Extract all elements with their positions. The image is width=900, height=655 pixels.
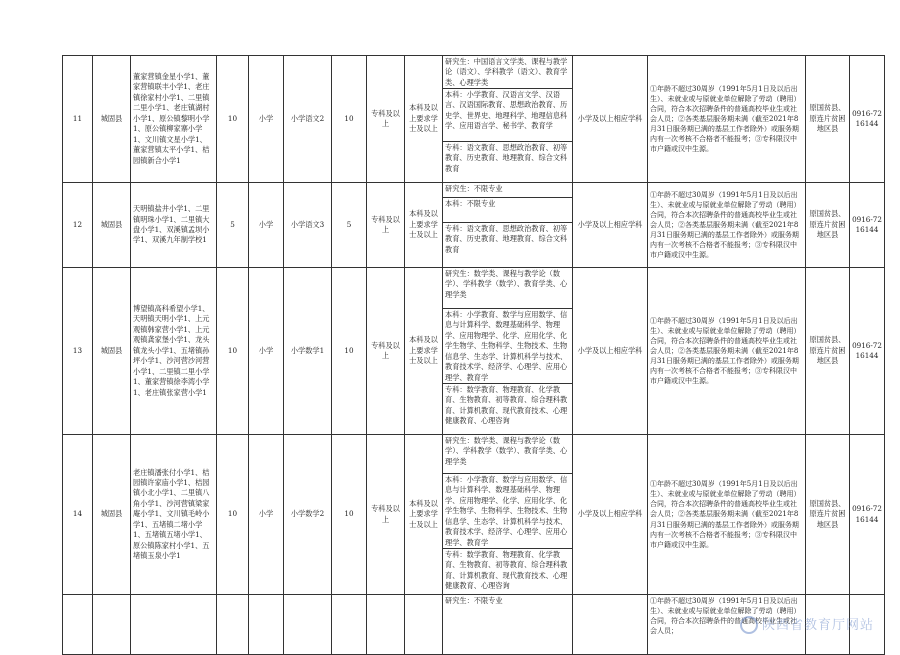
major-graduate: 研究生：不限专业 [443,183,572,198]
education-cell [367,595,405,655]
post-cell: 小学数学1 [284,268,332,435]
count-cell: 10 [217,56,249,183]
conditions-cell: ①年龄不超过30周岁（1991年5月1日及以后出生）、未就业或与原就业单位解除了劳动（聘用）合同，符合本次招聘条件的普通高校毕业生或社会人员；②各类基层服务期未满（截至2021年8月31日服务期已满的基层工作者除外）或服务期内有一次考核不合格者不能报考；③专科限汉中市户籍或汉中生源。 [648,56,806,183]
level-cell [249,595,284,655]
conditions-cell: ①年龄不超过30周岁（1991年5月1日及以后出生）、未就业或与原就业单位解除了劳动（聘用）合同，符合本次招聘条件的普通高校毕业生或社会人员；②各类基层服务期未满（截至2021年8月31日服务期已满的基层工作者除外）或服务期内有一次考核不合格者不能报考；③专科限汉中市户籍或汉中生源。 [648,268,806,435]
major-graduate: 研究生：不限专业 [445,596,503,605]
area-cell: 原国贫县、原连片贫困地区县 [806,56,850,183]
major-graduate: 研究生：数学类、课程与教学论（数学）、学科教学（数学）、教育学类、心理学类 [443,435,572,474]
schools-cell: 博望镇高科希望小学1、天明镇天明小学1、上元观镇韩家营小学1、上元观镇龚家堡小学1、龙头镇龙头小学1、五堵镇孙坪小学1、沙河营沙河营小学1、二里镇二里小学1、董家营镇徐李湾小学1、老庄镇张家营小学1 [131,268,217,435]
recruitment-table-sheet [62,55,882,636]
area-cell: 原国贫县、原连片贫困地区县 [806,183,850,268]
num-cell [332,595,367,655]
row-number: 13 [63,268,93,435]
major-college: 专科：数学教育、物理教育、化学教育、生物教育、初等教育、综合理科教育、计算机教育、现代教育技术、心理健康教育、心理咨询 [445,550,568,591]
certificate-cell: 小学及以上相应学科 [573,56,648,183]
major-college: 专科：语文教育、思想政治教育、初等教育、历史教育、地理教育、综合文科教育 [445,143,568,173]
schools-cell: 董家营镇金星小学1、董家营镇联丰小学1、老庄镇徐家村小学1、二里镇二里小学1、老庄镇湖村小学1、原公镇黎明小学1、原公镇柳家寨小学1、文川镇文星小学1、董家营镇太平小学1、桔园镇新合小学1 [131,56,217,183]
education-cell: 专科及以上 [367,435,405,595]
level-cell: 小学 [249,268,284,435]
majors-cell [443,56,573,183]
schools-cell: 天明镇盐井小学1、二里镇明珠小学1、二里镇大盘小学1、双溪镇孟坝小学1、双溪九年制学校1 [131,183,217,268]
degree-cell [405,595,443,655]
degree-cell: 本科及以上要求学士及以上 [405,183,443,268]
count-cell [217,595,249,655]
county-cell: 城固县 [93,435,131,595]
post-cell: 小学数学2 [284,435,332,595]
row-number: 14 [63,435,93,595]
education-cell: 专科及以上 [367,56,405,183]
phone-cell: 0916-7216144 [850,183,885,268]
education-cell: 专科及以上 [367,183,405,268]
table-row [63,435,885,595]
num-cell: 10 [332,268,367,435]
conditions-cell: ①年龄不超过30周岁（1991年5月1日及以后出生）、未就业或与原就业单位解除了劳动（聘用）合同，符合本次招聘条件的普通高校毕业生或社会人员；②各类基层服务期未满（截至2021年8月31日服务期已满的基层工作者除外）或服务期内有一次考核不合格者不能报考；③专科限汉中市户籍或汉中生源。 [648,183,806,268]
level-cell: 小学 [249,183,284,268]
major-undergrad: 本科：小学教育、汉语言文学、汉语言、汉语国际教育、思想政治教育、历史学、世界史、地理科学、地理信息科学、应用语言学、秘书学、教育学 [443,89,572,142]
major-college: 专科：数学教育、物理教育、化学教育、生物教育、初等教育、综合理科教育、计算机教育、现代教育技术、心理健康教育、心理咨询 [445,385,568,426]
certificate-cell: 小学及以上相应学科 [573,435,648,595]
level-cell: 小学 [249,435,284,595]
post-cell [284,595,332,655]
certificate-cell [573,595,648,655]
area-cell: 原国贫县、原连片贫困地区县 [806,435,850,595]
row-number [63,595,93,655]
majors-cell [443,595,573,655]
county-cell: 城固县 [93,183,131,268]
num-cell: 10 [332,435,367,595]
post-cell: 小学语文2 [284,56,332,183]
site-watermark [740,614,874,635]
degree-cell: 本科及以上要求学士及以上 [405,268,443,435]
majors-cell [443,183,573,268]
count-cell: 10 [217,435,249,595]
major-undergrad: 本科：不限专业 [443,198,572,223]
phone-cell: 0916-7216144 [850,435,885,595]
schools-cell [131,595,217,655]
row-number: 12 [63,183,93,268]
major-graduate: 研究生：数学类、课程与教学论（数学）、学科教学（数学）、教育学类、心理学类 [443,268,572,309]
recruitment-table [62,55,885,655]
watermark-text: 陕西省教育厅网站 [761,617,874,633]
county-cell: 城固县 [93,56,131,183]
level-cell: 小学 [249,56,284,183]
count-cell: 5 [217,183,249,268]
phone-cell: 0916-7216144 [850,56,885,183]
post-cell: 小学语文3 [284,183,332,268]
majors-cell [443,268,573,435]
county-cell [93,595,131,655]
major-college: 专科：语文教育、思想政治教育、初等教育、历史教育、地理教育、综合文科教育 [445,224,568,254]
schools-cell: 老庄镇潘张付小学1、桔园镇许家庙小学1、桔园镇小北小学1、二里镇八角小学1、沙河营镇梁家庵小学1、文川镇毛岭小学1、五堵镇二堵小学1、五堵镇五堵小学1、原公镇陈家村小学1、五堵镇玉泉小学1 [131,435,217,595]
num-cell: 10 [332,56,367,183]
major-graduate: 研究生：中国语言文学类、课程与教学论（语文）、学科教学（语文）、教育学类、心理学类 [443,56,572,89]
num-cell: 5 [332,183,367,268]
degree-cell: 本科及以上要求学士及以上 [405,56,443,183]
table-row [63,56,885,183]
area-cell: 原国贫县、原连片贫困地区县 [806,268,850,435]
major-undergrad: 本科：小学教育、数学与应用数学、信息与计算科学、数理基础科学、物理学、应用物理学、化学、应用化学、化学生物学、生物科学、生物技术、生物信息学、生态学、计算机科学与技术、教育技术学、经济学、心理学、应用心理学、教育学 [443,474,572,549]
certificate-cell: 小学及以上相应学科 [573,268,648,435]
certificate-cell: 小学及以上相应学科 [573,183,648,268]
education-cell: 专科及以上 [367,268,405,435]
emblem-icon [740,616,758,634]
row-number: 11 [63,56,93,183]
conditions-cell: ①年龄不超过30周岁（1991年5月1日及以后出生）、未就业或与原就业单位解除了劳动（聘用）合同，符合本次招聘条件的普通高校毕业生或社会人员；②各类基层服务期未满（截至2021年8月31日服务期已满的基层工作者除外）或服务期内有一次考核不合格者不能报考；③专科限汉中市户籍或汉中生源。 [648,435,806,595]
degree-cell: 本科及以上要求学士及以上 [405,435,443,595]
conditions-cell: ①年龄不超过30周岁（1991年5月1日及以后出生）、未就业或与原就业单位解除了劳动（聘用）合同，符合本次招聘条件的普通高校毕业生或社会人员； [648,595,806,655]
majors-cell [443,435,573,595]
table-row [63,268,885,435]
table-row [63,183,885,268]
phone-cell: 0916-7216144 [850,268,885,435]
major-undergrad: 本科：小学教育、数学与应用数学、信息与计算科学、数理基础科学、物理学、应用物理学、化学、应用化学、化学生物学、生物科学、生物技术、生物信息学、生态学、计算机科学与技术、教育技术学、经济学、心理学、应用心理学、教育学 [443,309,572,384]
count-cell: 10 [217,268,249,435]
county-cell: 城固县 [93,268,131,435]
